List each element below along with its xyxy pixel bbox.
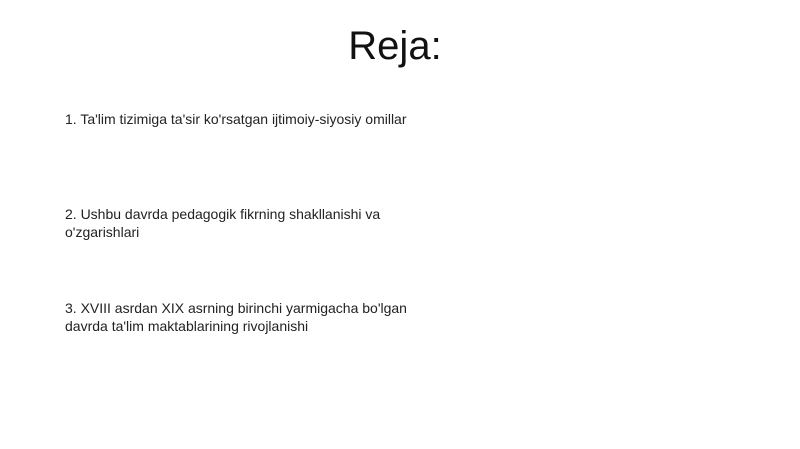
slide-title: Reja:	[348, 24, 442, 68]
plan-item-2: 2. Ushbu davrda pedagogik fikrning shakllanishi va o'zgarishlari	[65, 206, 381, 240]
plan-item-3: 3. XVIII asrdan XIX asrning birinchi yarmigacha bo'lgan davrda ta'lim maktablarining rivojlanishi	[65, 300, 407, 334]
plan-item-1: 1. Ta'lim tizimiga ta'sir ko'rsatgan ijtimoiy-siyosiy omillar	[65, 111, 407, 127]
